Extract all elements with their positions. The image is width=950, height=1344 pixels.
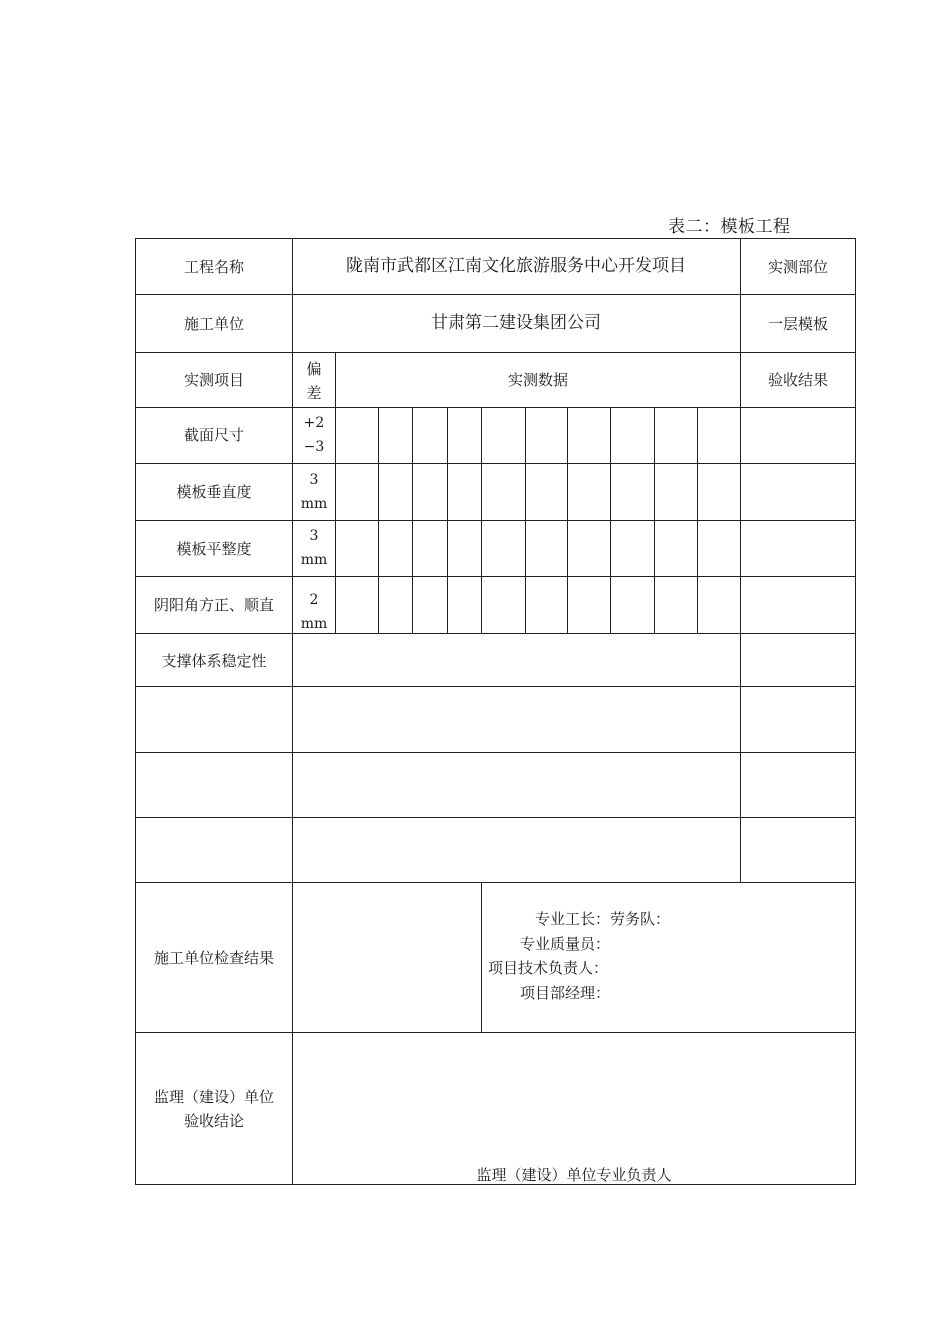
check-result-label: 施工单位检查结果 [153, 949, 275, 967]
measure-row-dev-line2: mm [300, 552, 328, 568]
quality-inspector-line: 专业质量员： [520, 935, 611, 953]
measure-item-label: 实测项目 [183, 371, 245, 389]
location-label: 实测部位 [767, 258, 829, 276]
measure-row-item: 阴阳角方正、顺直 [153, 596, 275, 614]
project-name-label: 工程名称 [183, 258, 245, 276]
supervision-signer: 监理（建设）单位专业负责人 [476, 1166, 672, 1184]
measure-row-dev-line1: 2 [309, 592, 319, 608]
contractor-value: 甘肃第二建设集团公司 [431, 313, 601, 333]
supervision-label-line1: 监理（建设）单位 [153, 1088, 275, 1106]
measure-row-item: 模板垂直度 [176, 483, 252, 501]
table-caption: 表二：模板工程 [668, 217, 791, 237]
measure-row-dev-line1: 3 [309, 472, 319, 488]
measure-row-dev-line2: mm [300, 496, 328, 512]
tech-lead-line: 项目技术负责人： [488, 959, 609, 977]
foreman-signature-line: 专业工长：劳务队： [535, 910, 671, 928]
deviation-label-line1: 偏 [306, 360, 322, 378]
measure-row-item: 模板平整度 [176, 540, 252, 558]
measure-row-dev-line1: 3 [309, 528, 319, 544]
location-value: 一层模板 [767, 315, 829, 333]
supervision-label-line2: 验收结论 [183, 1112, 245, 1130]
result-label: 验收结果 [767, 371, 829, 389]
measure-row-dev-line1: +2 [303, 415, 325, 431]
measure-row-item: 截面尺寸 [183, 426, 245, 444]
measure-row-dev-line2: −3 [303, 439, 325, 455]
measured-data-label: 实测数据 [507, 371, 569, 389]
measure-row-dev-line2: mm [300, 616, 328, 632]
support-stability-label: 支撑体系稳定性 [161, 652, 267, 670]
project-name-value: 陇南市武都区江南文化旅游服务中心开发项目 [346, 256, 686, 276]
deviation-label-line2: 差 [306, 384, 322, 402]
project-manager-line: 项目部经理： [520, 984, 611, 1002]
contractor-label: 施工单位 [183, 315, 245, 333]
